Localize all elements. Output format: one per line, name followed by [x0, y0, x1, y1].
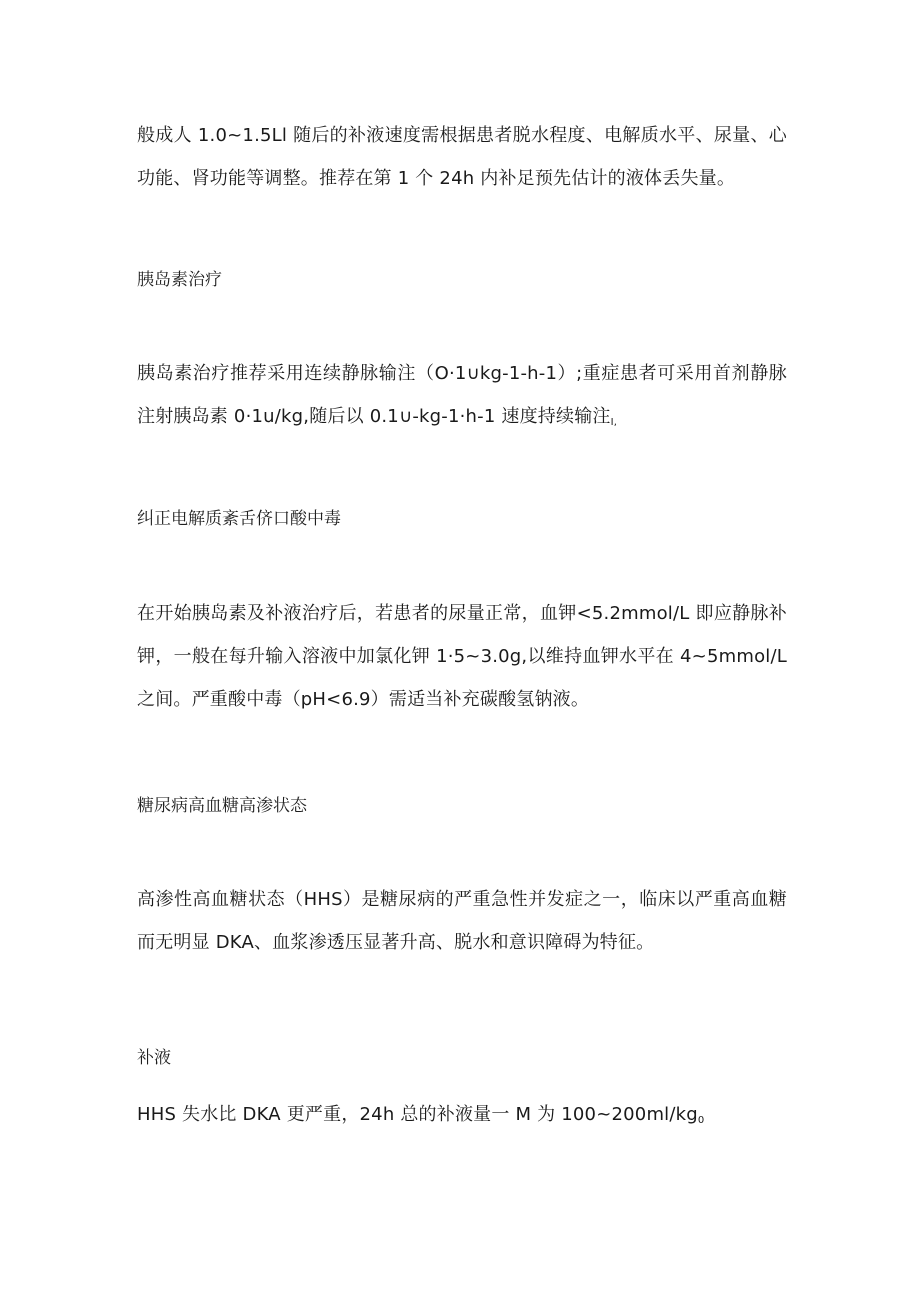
- heading-hhs: 糖尿病高血糖高渗状态: [137, 796, 307, 816]
- heading-fluid-replacement: 补液: [137, 1048, 171, 1068]
- paragraph-electrolyte-acidosis: 在开始胰岛素及补液治疗后，若患者的尿量正常，血钾<5.2mmol/L 即应静脉补钾，一般在每升输入溶液中加氯化钾 1·5~3.0g,以维持血钾水平在 4~5mmol/L 之间。严重酸中毒（pH<6.9）需适当补充碳酸氢钠液。: [137, 603, 787, 710]
- paragraph-hhs-definition: 高渗性高血糖状态（HHS）是糖尿病的严重急性并发症之一，临床以严重高血糖而无明显 DKA、血浆渗透压显著升高、脱水和意识障碍为特征。: [137, 889, 787, 953]
- paragraph-fluid-rate: 般成人 1.0~1.5Ll 随后的补液速度需根据患者脱水程度、电解质水平、尿量、心功能、肾功能等调整。推荐在第 1 个 24h 内补足预先估计的液体丢失量。: [137, 125, 787, 189]
- paragraph-hhs-fluid-text: HHS 失水比 DKA 更严重，24h 总的补液量一 M 为 100~200ml∕kg: [137, 1104, 698, 1125]
- paragraph-insulin-therapy-mark: I,: [610, 417, 618, 428]
- paragraph-insulin-therapy: [137, 352, 787, 444]
- heading-electrolyte-acidosis: 纠正电解质紊舌侪口酸中毒: [137, 509, 341, 529]
- heading-insulin-therapy: 胰岛素治疗: [137, 270, 222, 290]
- paragraph-hhs-fluid-mark: 0: [697, 1115, 705, 1126]
- paragraph-insulin-therapy-text: 胰岛素治疗推荐采用连续静脉输注（O·1∪kg-1-h-1）;重症患者可采用首剂静脉注射胰岛素 0·1u/kg,随后以 0.1∪-kg-1·h-1 速度持续输注: [137, 363, 787, 427]
- paragraph-hhs-fluid: [137, 1093, 787, 1142]
